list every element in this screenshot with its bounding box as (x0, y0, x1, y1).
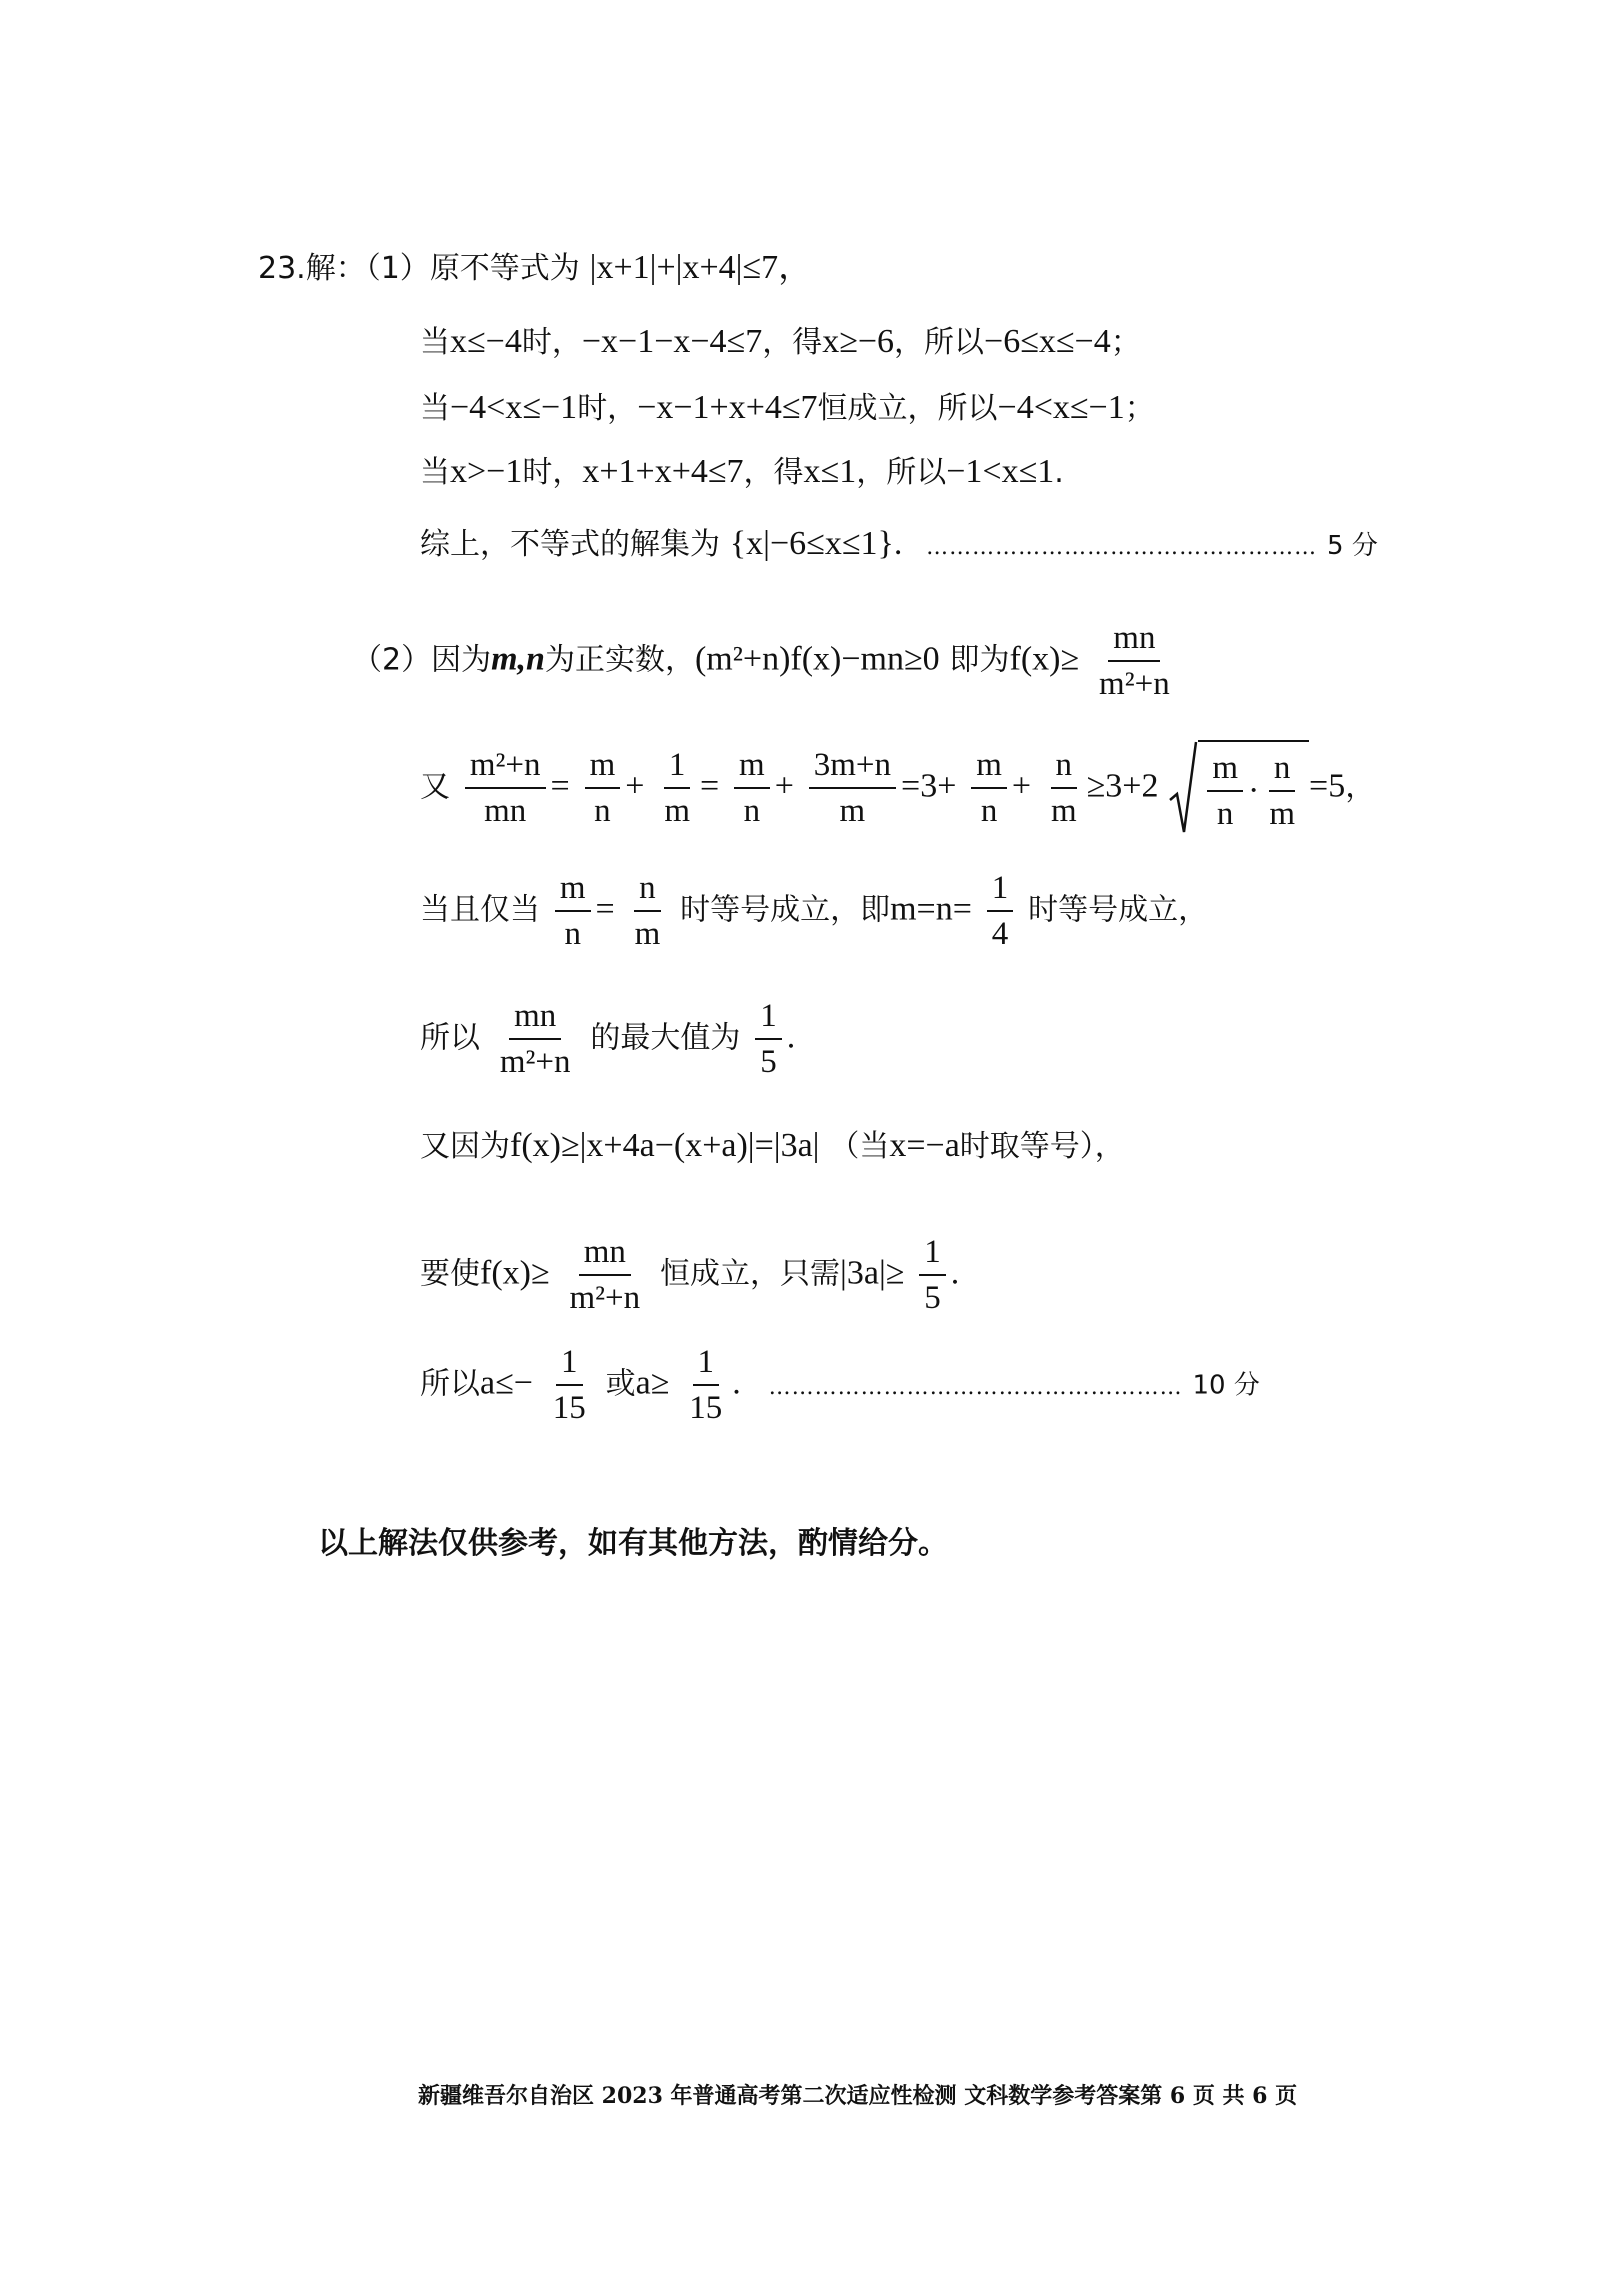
den: m (839, 793, 866, 829)
case1-condition: x≤−4 (450, 323, 522, 360)
num: n (634, 868, 661, 912)
text: 所以 (420, 1366, 480, 1402)
num: 3m+n (809, 745, 896, 789)
fraction (684, 1342, 727, 1428)
text: 时取等号）， (959, 1129, 1125, 1164)
text: 所以 (420, 1020, 480, 1056)
case-punct: . (1054, 455, 1064, 490)
num: 1 (693, 1342, 720, 1386)
text: 为正实数， (544, 642, 695, 678)
den: n (564, 916, 581, 952)
den: 15 (689, 1390, 723, 1426)
op: + (625, 767, 645, 805)
case-word: ，所以 (894, 325, 985, 360)
square-root (1168, 740, 1309, 836)
vars: m,n (491, 640, 545, 678)
case-punct: ； (1110, 325, 1141, 360)
num: n (1269, 748, 1296, 792)
op: = (550, 767, 570, 805)
den: m (1269, 796, 1296, 832)
part2-line1 (352, 618, 1180, 704)
den: n (594, 793, 611, 829)
op: · (1248, 772, 1260, 809)
problem-23-intro (258, 248, 812, 289)
case-word: 时， (577, 391, 638, 426)
num: 1 (556, 1342, 583, 1386)
den: 4 (991, 916, 1009, 952)
fraction (971, 745, 1007, 831)
fraction (555, 868, 591, 954)
summary-text: 综上，不等式的解集为 (420, 527, 720, 562)
num: m (585, 745, 621, 789)
part1-case2 (420, 388, 1155, 429)
equality: m=n= (890, 890, 972, 928)
part2-line5 (420, 1126, 1125, 1167)
part2-line6 (420, 1232, 959, 1318)
den: m (664, 793, 690, 829)
part1-case3 (420, 452, 1064, 493)
fraction (548, 1342, 591, 1428)
den: 15 (552, 1390, 586, 1426)
num: m (555, 868, 591, 912)
text: 又 (420, 769, 450, 805)
num: m (1207, 748, 1243, 792)
op: + (1011, 767, 1032, 805)
den: 5 (924, 1280, 941, 1316)
score-10: 10 分 (1192, 1370, 1260, 1401)
case1-range: −6≤x≤−4 (984, 323, 1111, 360)
page-footer: 新疆维吾尔自治区 2023 年普通高考第二次适应性检测 文科数学参考答案第 6 页 共 6 页 (418, 2083, 1298, 2109)
op: = (699, 767, 720, 805)
radicand (1198, 740, 1309, 836)
text: 的最大值为 (590, 1020, 741, 1056)
case-punct: ； (1124, 391, 1155, 426)
case-word: ，得 (762, 325, 823, 360)
part2-line7 (420, 1342, 1260, 1428)
fraction (1046, 745, 1082, 831)
triangle-inequality: f(x)≥|x+4a−(x+a)|=|3a| (510, 1127, 820, 1164)
num: mn (509, 996, 561, 1040)
num: 1 (987, 868, 1014, 912)
part1-case1 (420, 322, 1141, 363)
part1-intro-text: 原不等式为 (429, 251, 580, 286)
fraction (630, 868, 666, 954)
summary-punct: . (893, 525, 903, 562)
part2-line4 (420, 996, 795, 1082)
condition-expression: (m²+n)f(x)−mn≥0 (694, 640, 940, 678)
part2-line3 (420, 868, 1208, 954)
case2-range: −4<x≤−1 (997, 389, 1125, 426)
case3-result: x≤1 (803, 453, 857, 490)
num: n (1051, 745, 1078, 789)
text: 当且仅当 (420, 892, 540, 928)
equality-condition: x=−a (889, 1127, 960, 1164)
f-ge: f(x)≥ (480, 1254, 550, 1292)
fraction (659, 745, 695, 831)
den: n (743, 793, 761, 829)
fraction (809, 745, 896, 831)
part1-inequality: |x+1|+|x+4|≤7， (589, 249, 813, 286)
punct: ， (1345, 769, 1376, 805)
radical-sign-icon (1168, 740, 1198, 836)
part1-summary (420, 524, 1378, 568)
text: 时等号成立，即 (680, 892, 891, 928)
den: m²+n (499, 1044, 571, 1080)
fraction (755, 996, 782, 1082)
case-word: 时， (522, 455, 583, 490)
score-leader-dots: ……………………………………………… (768, 1374, 1183, 1400)
case3-expression: x+1+x+4≤7 (582, 453, 744, 490)
fraction (734, 745, 770, 831)
fraction (495, 996, 576, 1082)
punct: . (786, 1018, 796, 1056)
case3-range: −1<x≤1 (946, 453, 1055, 490)
case-word: 当 (420, 455, 450, 490)
den: m²+n (569, 1280, 641, 1316)
op: =5 (1309, 767, 1346, 805)
num: m (734, 745, 770, 789)
a-ge: a≥ (635, 1364, 670, 1402)
num: 1 (755, 996, 782, 1040)
den: mn (484, 793, 527, 829)
case-word: ，所以 (856, 455, 947, 490)
score-leader-dots: …………………………………………… (926, 535, 1318, 560)
case-word: ，得 (743, 455, 804, 490)
problem-label: 23.解： (258, 251, 366, 286)
den: m (634, 916, 661, 952)
case3-condition: x>−1 (450, 453, 523, 490)
op: =3+ (901, 767, 957, 805)
fraction (565, 1232, 646, 1318)
fraction-mn-over-m2n (1094, 618, 1175, 704)
grading-note: 以上解法仅供参考，如有其他方法，酌情给分。 (318, 1526, 948, 1561)
text: 又因为 (420, 1129, 510, 1164)
den: m (1050, 793, 1077, 829)
fraction (987, 868, 1014, 954)
punct: . (950, 1254, 960, 1292)
case-word: 当 (420, 325, 450, 360)
num: m²+n (465, 745, 546, 789)
fraction (465, 745, 546, 831)
den: m²+n (1099, 666, 1170, 702)
case2-expression: −x−1+x+4≤7 (637, 389, 818, 426)
score-5: 5 分 (1327, 531, 1378, 561)
fraction (1207, 748, 1243, 834)
num: mn (579, 1232, 631, 1276)
fraction (919, 1232, 946, 1318)
den: n (1216, 796, 1234, 832)
text: 因为 (431, 642, 492, 678)
part2-line2 (420, 740, 1375, 836)
text: 要使 (420, 1256, 480, 1292)
case1-expression: −x−1−x−4≤7 (581, 323, 763, 360)
case2-condition: −4<x≤−1 (450, 389, 578, 426)
case1-result: x≥−6 (822, 323, 895, 360)
fraction (1264, 748, 1300, 834)
text: 即为 (949, 642, 1010, 678)
num: mn (1108, 618, 1160, 662)
case-word: 恒成立，所以 (817, 391, 998, 426)
a-le: a≤− (480, 1364, 533, 1402)
f-ge: f(x)≥ (1009, 640, 1080, 678)
abs-3a: |3a|≥ (840, 1254, 905, 1292)
num: m (971, 745, 1007, 789)
den: n (980, 793, 998, 829)
den: 5 (760, 1044, 777, 1080)
punct: . (732, 1364, 741, 1402)
text: 时等号成立， (1028, 892, 1209, 928)
solution-set: {x|−6≤x≤1} (729, 525, 894, 562)
op: ≥3+2 (1086, 767, 1159, 805)
case-word: 时， (521, 325, 582, 360)
num: 1 (664, 745, 691, 789)
fraction (585, 745, 621, 831)
part1-label: （1） (365, 251, 430, 286)
case-word: 当 (420, 391, 450, 426)
num: 1 (919, 1232, 946, 1276)
op: = (595, 890, 615, 928)
text: （当 (829, 1129, 890, 1164)
text: 或 (605, 1366, 636, 1402)
op: + (774, 767, 794, 805)
part2-label: （2） (352, 642, 432, 678)
text: 恒成立，只需 (660, 1256, 841, 1292)
